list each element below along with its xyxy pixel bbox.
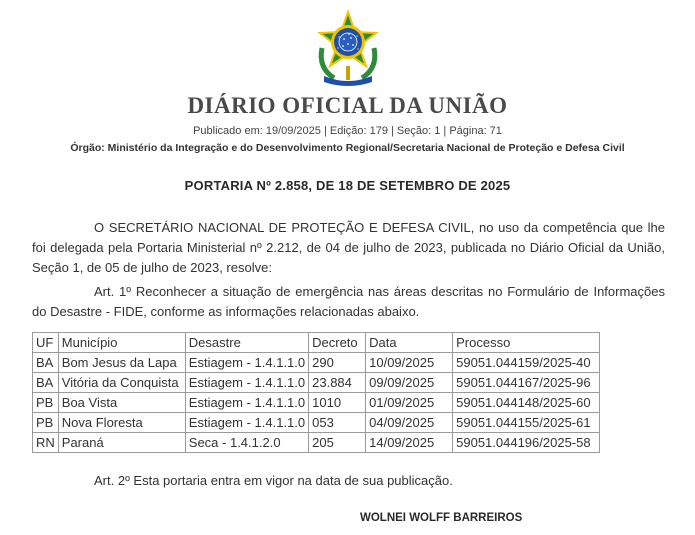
cell-municipio: Paraná	[58, 433, 185, 453]
cell-decreto: 290	[309, 353, 366, 373]
cell-processo: 59051.044159/2025-40	[453, 353, 600, 373]
cell-decreto: 053	[309, 413, 366, 433]
cell-desastre: Seca - 1.4.1.2.0	[185, 433, 308, 453]
cell-desastre: Estiagem - 1.4.1.1.0	[185, 413, 308, 433]
paragraph-preamble: O SECRETÁRIO NACIONAL DE PROTEÇÃO E DEFESA CIVIL, no uso da competência que lhe foi delegada pela Portaria Ministerial nº 2.212, de 04 de julho de 2023, publicada no Diário Oficial da União, Seção 1, de 05 de julho de 2023, resolve:	[32, 220, 665, 275]
cell-processo: 59051.044155/2025-61	[453, 413, 600, 433]
table-row	[33, 353, 600, 373]
cell-uf: PB	[33, 393, 59, 413]
cell-processo: 59051.044196/2025-58	[453, 433, 600, 453]
cell-uf: RN	[33, 433, 59, 453]
table-row	[33, 373, 600, 393]
issuing-body	[0, 142, 695, 154]
col-header-municipio: Município	[58, 333, 185, 353]
cell-desastre: Estiagem - 1.4.1.1.0	[185, 353, 308, 373]
cell-decreto: 1010	[309, 393, 366, 413]
cell-data: 01/09/2025	[366, 393, 453, 413]
cell-data: 10/09/2025	[366, 353, 453, 373]
cell-uf: PB	[33, 413, 59, 433]
cell-data: 09/09/2025	[366, 373, 453, 393]
cell-processo: 59051.044167/2025-96	[453, 373, 600, 393]
publication-line: Publicado em: 19/09/2025 | Edição: 179 | Seção: 1 | Página: 71	[193, 125, 502, 137]
cell-processo: 59051.044148/2025-60	[453, 393, 600, 413]
cell-decreto: 23.884	[309, 373, 366, 393]
cell-data: 04/09/2025	[366, 413, 453, 433]
cell-municipio: Bom Jesus da Lapa	[58, 353, 185, 373]
emergency-table	[32, 332, 600, 453]
paragraph-article-1: Art. 1º Reconhecer a situação de emergência nas áreas descritas no Formulário de Informações do Desastre - FIDE, conforme as informações relacionadas abaixo.	[32, 284, 665, 319]
col-header-decreto: Decreto	[309, 333, 366, 353]
col-header-data: Data	[366, 333, 453, 353]
paragraph-article-2: Art. 2º Esta portaria entra em vigor na data de sua publicação.	[94, 473, 453, 488]
cell-data: 14/09/2025	[366, 433, 453, 453]
journal-title: DIÁRIO OFICIAL DA UNIÃO	[187, 93, 508, 118]
table-row	[33, 393, 600, 413]
cell-desastre: Estiagem - 1.4.1.1.0	[185, 393, 308, 413]
cell-municipio: Boa Vista	[58, 393, 185, 413]
cell-uf: BA	[33, 373, 59, 393]
col-header-desastre: Desastre	[185, 333, 308, 353]
col-header-uf: UF	[33, 333, 59, 353]
portaria-title: PORTARIA Nº 2.858, DE 18 DE SETEMBRO DE 2025	[184, 178, 511, 193]
cell-decreto: 205	[309, 433, 366, 453]
table-row	[33, 413, 600, 433]
coat-of-arms-icon	[312, 8, 384, 86]
cell-municipio: Nova Floresta	[58, 413, 185, 433]
table-header-row	[33, 333, 600, 353]
cell-municipio: Vitória da Conquista	[58, 373, 185, 393]
table-row	[33, 433, 600, 453]
cell-uf: BA	[33, 353, 59, 373]
issuing-body-text: Órgão: Ministério da Integração e do Desenvolvimento Regional/Secretaria Nacional de Proteção e Defesa Civil	[70, 142, 625, 154]
signer-name: WOLNEI WOLFF BARREIROS	[360, 512, 523, 524]
col-header-processo: Processo	[453, 333, 600, 353]
cell-desastre: Estiagem - 1.4.1.1.0	[185, 373, 308, 393]
